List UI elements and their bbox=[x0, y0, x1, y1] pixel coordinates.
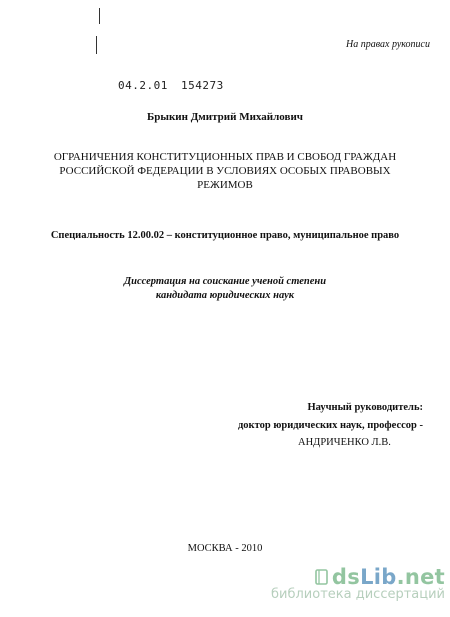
supervisor-degree: доктор юридических наук, профессор - bbox=[237, 419, 423, 431]
supervisor-name: АНДРИЧЕНКО Л.В. bbox=[298, 437, 391, 448]
title-line: ОГРАНИЧЕНИЯ КОНСТИТУЦИОННЫХ ПРАВ И СВОБОД ГРАЖДАН bbox=[53, 151, 397, 163]
author-name: Брыкин Дмитрий Михайлович bbox=[146, 111, 303, 123]
scan-mark bbox=[99, 8, 100, 24]
dslib-watermark[interactable] bbox=[270, 565, 445, 602]
specialty: Специальность 12.00.02 – конституционное право, муниципальное право bbox=[50, 230, 400, 241]
rights-note: На правах рукописи bbox=[346, 39, 430, 50]
watermark-subtitle: библиотека диссертаций bbox=[271, 587, 445, 602]
title-line: РЕЖИМОВ bbox=[197, 179, 253, 191]
archive-stamp bbox=[118, 79, 224, 92]
stamp-date: 04.2.01 bbox=[118, 79, 168, 92]
thesis-line: Диссертация на соискание ученой степени bbox=[123, 276, 327, 287]
city-year: МОСКВА - 2010 bbox=[187, 543, 263, 554]
thesis-description bbox=[0, 275, 450, 303]
scan-mark bbox=[96, 36, 97, 54]
supervisor-label: Научный руководитель: bbox=[307, 402, 423, 413]
dissertation-title bbox=[40, 150, 410, 192]
stamp-number: 154273 bbox=[180, 79, 224, 92]
book-icon bbox=[315, 569, 329, 585]
supervisor-block bbox=[200, 399, 423, 452]
title-line: РОССИЙСКОЙ ФЕДЕРАЦИИ В УСЛОВИЯХ ОСОБЫХ ПРАВОВЫХ bbox=[59, 165, 391, 177]
watermark-brand: dsLib.net bbox=[331, 565, 445, 589]
thesis-line: кандидата юридических наук bbox=[155, 290, 295, 301]
